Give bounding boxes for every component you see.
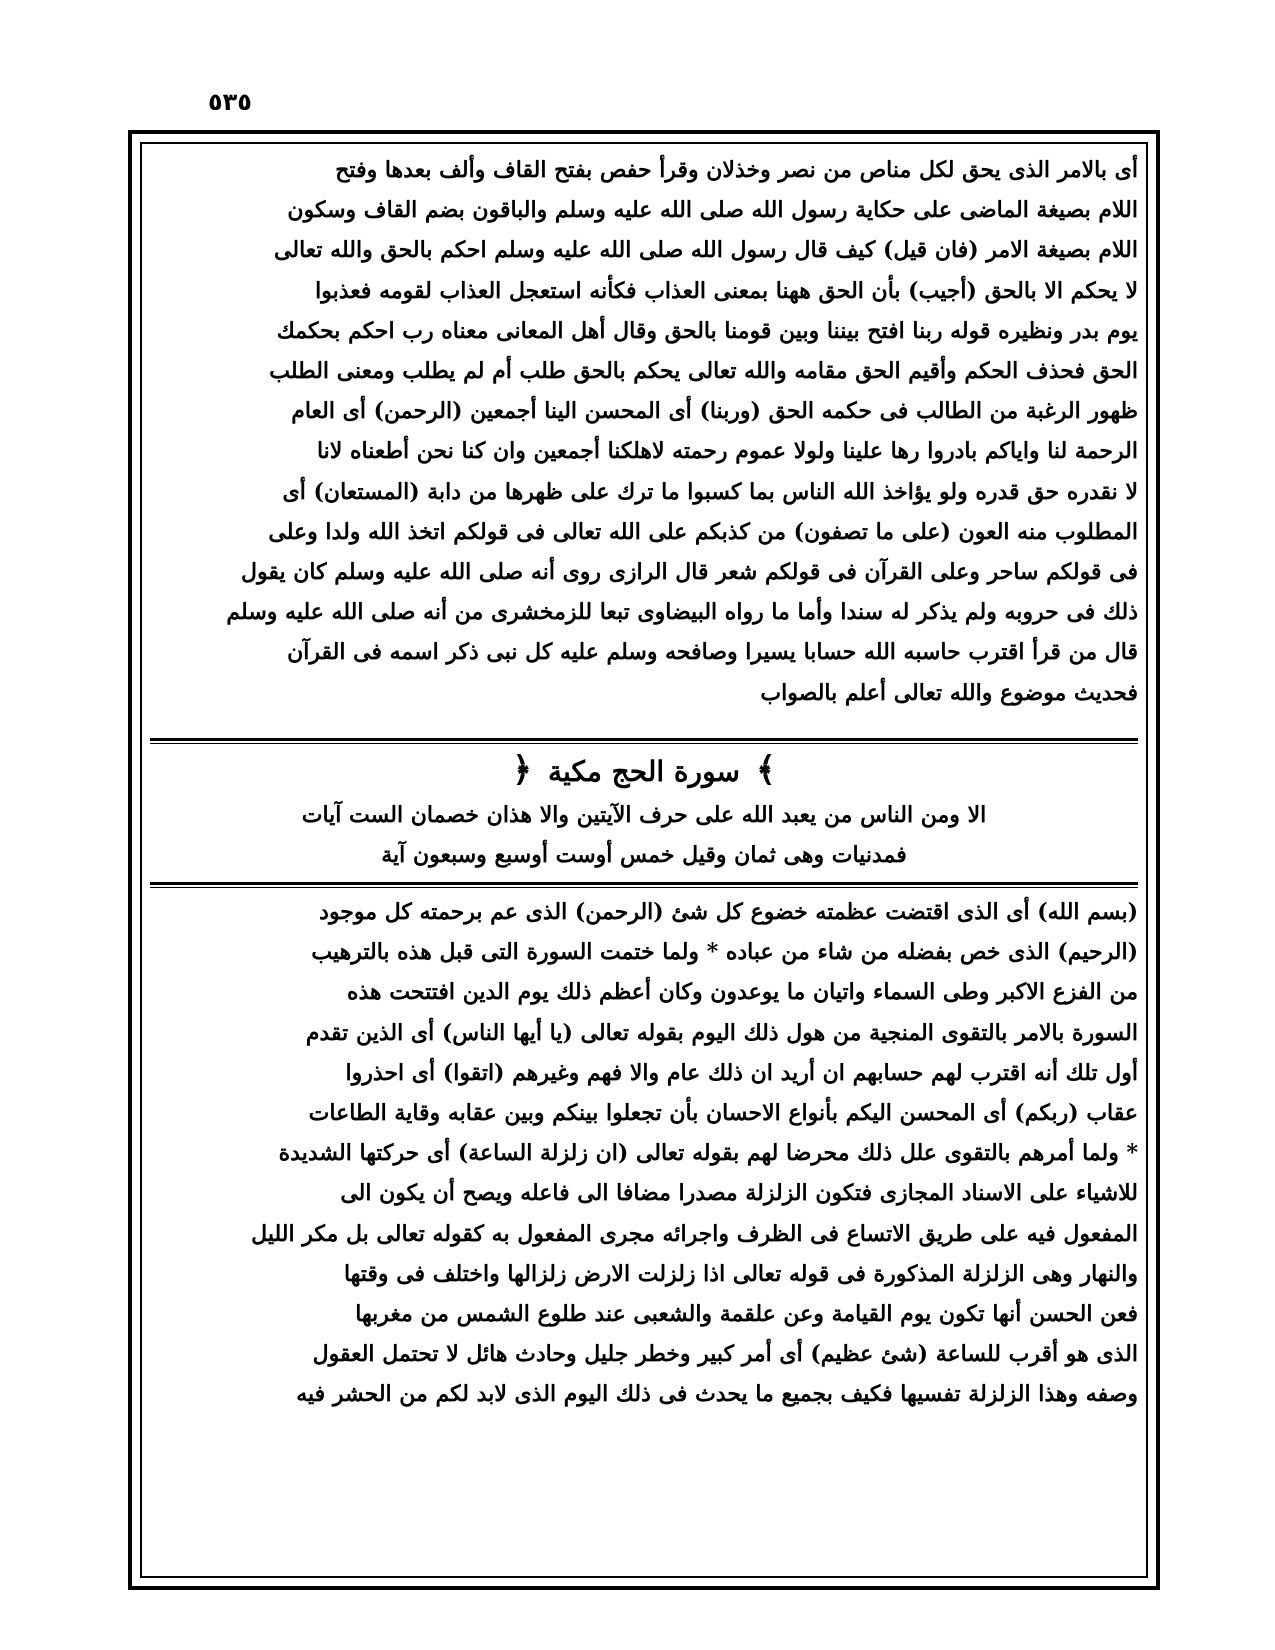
commentary-text-bottom bbox=[150, 892, 1138, 1582]
text-line: للاشياء على الاسناد المجازى فتكون الزلزلة مصدرا مضافا الى فاعله ويصح أن يكون الى bbox=[340, 1180, 1138, 1207]
surah-title-text: سورة الحج مكية bbox=[548, 755, 740, 788]
text-line: المفعول فيه على طريق الاتساع فى الظرف واجرائه مجرى المفعول به كقوله تعالى بل مكر الليل bbox=[251, 1220, 1138, 1247]
text-line: فحديث موضوع والله تعالى أعلم بالصواب bbox=[760, 679, 1138, 706]
section-divider bbox=[150, 738, 1138, 744]
section-divider bbox=[150, 882, 1138, 888]
text-line: والنهار وهى الزلزلة المذكورة فى قوله تعالى اذا زلزلت الارض زلزالها واختلف فى وقتها bbox=[343, 1260, 1138, 1287]
text-line: فعن الحسن أنها تكون يوم القيامة وعن علقمة والشعبى عند طلوع الشمس من مغربها bbox=[355, 1301, 1138, 1328]
text-line: الحق فحذف الحكم وأقيم الحق مقامه والله تعالى يحكم بالحق طلب أم لم يطلب ومعنى الطلب bbox=[269, 358, 1138, 385]
surah-info bbox=[150, 795, 1138, 875]
commentary-text-top bbox=[150, 150, 1138, 730]
text-line: ذلك فى حروبه ولم يذكر له سندا وأما ما رواه البيضاوى تبعا للزمخشرى من أنه صلى الله عليه وسلم bbox=[226, 599, 1138, 626]
text-line: يوم بدر ونظيره قوله ربنا افتح بيننا وبين قومنا بالحق وقال أهل المعانى معناه رب احكم بحكمك bbox=[276, 317, 1138, 344]
surah-info-line: فمدنيات وهى ثمان وقيل خمس أوست أوسبع وسبعون آية bbox=[381, 842, 907, 868]
surah-info-line: الا ومن الناس من يعبد الله على حرف الآيتين والا هذان خصمان الست آيات bbox=[301, 802, 987, 828]
text-line: فى قولكم ساحر وعلى القرآن فى قولكم شعر قال الرازى روى أنه صلى الله عليه وسلم كان يقول bbox=[240, 559, 1138, 586]
text-line: أى بالامر الذى يحق لكل مناص من نصر وخذلان وقرأ حفص بفتح القاف وألف بعدها وفتح bbox=[335, 157, 1138, 183]
text-line: (الرحيم) الذى خص بفضله من شاء من عباده * ولما ختمت السورة التى قبل هذه بالترهيب bbox=[311, 939, 1138, 966]
ornament-brace-left-icon: ﴾ bbox=[756, 750, 776, 790]
text-line: من الفزع الاكبر وطى السماء واتيان ما يوعدون وكان أعظم ذلك يوم الدين افتتحت هذه bbox=[346, 979, 1138, 1006]
text-line: عقاب (ربكم) أى المحسن اليكم بأنواع الاحسان بأن تجعلوا بينكم وبين عقابه وقاية الطاعات bbox=[308, 1100, 1138, 1127]
surah-title bbox=[150, 750, 1138, 792]
text-line: ظهور الرغبة من الطالب فى حكمه الحق (وربنا) أى المحسن الينا أجمعين (الرحمن) أى العام bbox=[291, 398, 1138, 425]
text-line: قال من قرأ اقترب حاسبه الله حسابا يسيرا وصافحه وسلم عليه كل نبى ذكر اسمه فى القرآن bbox=[287, 639, 1138, 666]
text-line: لا يحكم الا بالحق (أجيب) بأن الحق ههنا بمعنى العذاب فكأنه استعجل العذاب لقومه فعذبوا bbox=[315, 277, 1138, 304]
text-line: السورة بالامر بالتقوى المنجية من هول ذلك اليوم بقوله تعالى (يا أيها الناس) أى الذين تقدم bbox=[305, 1019, 1138, 1046]
text-line: الذى هو أقرب للساعة (شئ عظيم) أى أمر كبير وخطر جليل وحادث هائل لا تحتمل العقول bbox=[312, 1341, 1138, 1368]
text-line: * ولما أمرهم بالتقوى علل ذلك محرضا لهم بقوله تعالى (ان زلزلة الساعة) أى حركتها الشديدة bbox=[278, 1140, 1138, 1167]
text-line: المطلوب منه العون (على ما تصفون) من كذبكم على الله تعالى فى قولكم اتخذ الله ولدا وعلى bbox=[268, 518, 1138, 545]
text-line: الرحمة لنا واياكم بادروا رها علينا ولولا عموم رحمته لاهلكنا أجمعين وان كنا نحن أطعناه لانا bbox=[316, 438, 1138, 465]
text-line: وصفه وهذا الزلزلة تفسيها فكيف بجميع ما يحدث فى ذلك اليوم الذى لابد لكم من الحشر فيه bbox=[296, 1381, 1138, 1408]
text-line: لا نقدره حق قدره ولو يؤاخذ الله الناس بما كسبوا ما ترك على ظهرها من دابة (المستعان) أى bbox=[282, 478, 1138, 505]
text-line: أول تلك أنه اقترب لهم حسابهم ان أريد ان ذلك عام والا فهم وغيرهم (اتقوا) أى احذروا bbox=[345, 1059, 1138, 1086]
text-line: اللام بصيغة الامر (فان قيل) كيف قال رسول الله صلى الله عليه وسلم احكم بالحق والله تعالى bbox=[274, 237, 1138, 264]
text-line: اللام بصيغة الماضى على حكاية رسول الله صلى الله عليه وسلم والباقون بضم القاف وسكون bbox=[287, 197, 1138, 224]
page-number: ٥٣٥ bbox=[208, 88, 252, 116]
text-line: (بسم الله) أى الذى اقتضت عظمته خضوع كل شئ (الرحمن) الذى عم برحمته كل موجود bbox=[319, 899, 1138, 925]
ornament-brace-right-icon: ﴿ bbox=[512, 750, 532, 790]
